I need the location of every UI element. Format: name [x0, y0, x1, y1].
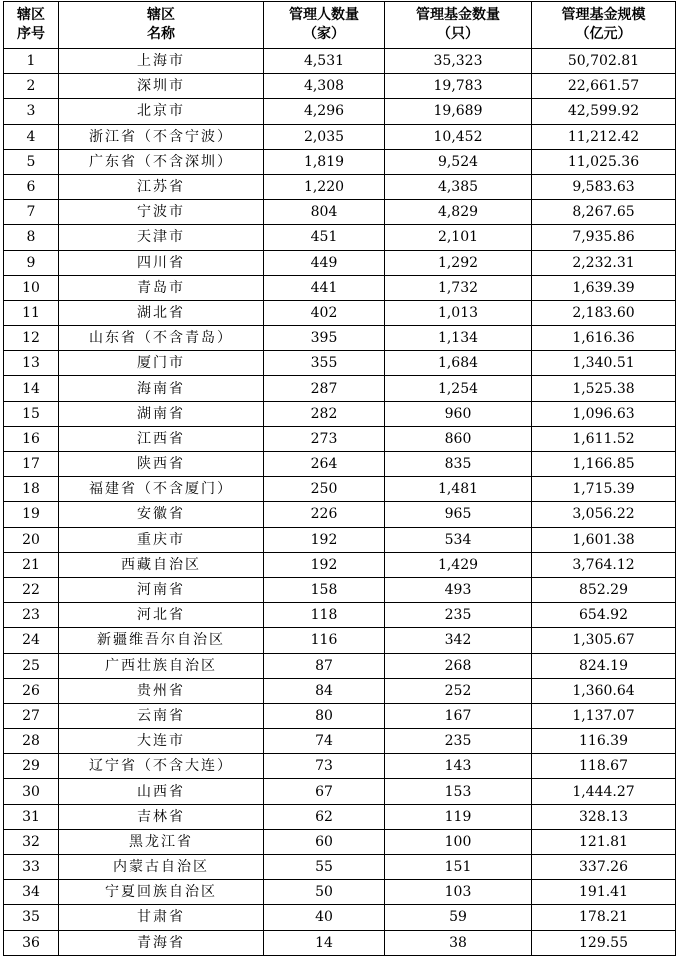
cell-region-name: 新疆维吾尔自治区: [59, 628, 264, 653]
cell-manager-count: 451: [264, 225, 385, 250]
table-row: [4, 300, 676, 325]
cell-region-no: 4: [4, 124, 59, 149]
cell-manager-count: 282: [264, 401, 385, 426]
cell-fund-scale: 824.19: [532, 653, 676, 678]
cell-region-name: 安徽省: [59, 502, 264, 527]
cell-region-no: 28: [4, 729, 59, 754]
cell-region-name: 重庆市: [59, 527, 264, 552]
table-row: [4, 225, 676, 250]
cell-fund-count: 235: [385, 729, 532, 754]
cell-fund-scale: 8,267.65: [532, 200, 676, 225]
cell-fund-count: 1,292: [385, 250, 532, 275]
header-region-no-line2: 序号: [17, 26, 45, 42]
cell-region-no: 15: [4, 401, 59, 426]
table-row: [4, 905, 676, 930]
cell-fund-count: 167: [385, 703, 532, 728]
cell-manager-count: 804: [264, 200, 385, 225]
cell-fund-count: 59: [385, 905, 532, 930]
table-row: [4, 930, 676, 955]
table-row: [4, 703, 676, 728]
table-body: [4, 49, 676, 956]
cell-region-no: 22: [4, 577, 59, 602]
cell-fund-count: 1,732: [385, 275, 532, 300]
cell-fund-count: 1,134: [385, 326, 532, 351]
cell-fund-count: 493: [385, 577, 532, 602]
cell-region-name: 贵州省: [59, 678, 264, 703]
cell-fund-scale: 118.67: [532, 754, 676, 779]
table-row: [4, 99, 676, 124]
table-row: [4, 678, 676, 703]
cell-manager-count: 40: [264, 905, 385, 930]
cell-region-no: 12: [4, 326, 59, 351]
cell-region-no: 29: [4, 754, 59, 779]
cell-manager-count: 226: [264, 502, 385, 527]
header-fund-count: [385, 2, 532, 49]
cell-fund-scale: 1,611.52: [532, 426, 676, 451]
cell-region-name: 大连市: [59, 729, 264, 754]
table-row: [4, 200, 676, 225]
cell-fund-scale: 1,360.64: [532, 678, 676, 703]
table-row: [4, 754, 676, 779]
cell-fund-scale: 50,702.81: [532, 49, 676, 74]
table-row: [4, 804, 676, 829]
cell-region-no: 10: [4, 275, 59, 300]
header-region-name: [59, 2, 264, 49]
cell-fund-scale: 2,232.31: [532, 250, 676, 275]
cell-manager-count: 273: [264, 426, 385, 451]
cell-manager-count: 158: [264, 577, 385, 602]
cell-manager-count: 192: [264, 552, 385, 577]
table-row: [4, 49, 676, 74]
table-row: [4, 401, 676, 426]
table-row: [4, 628, 676, 653]
cell-manager-count: 55: [264, 855, 385, 880]
cell-region-no: 16: [4, 426, 59, 451]
cell-region-no: 20: [4, 527, 59, 552]
cell-fund-count: 1,429: [385, 552, 532, 577]
header-row: [4, 2, 676, 49]
cell-fund-count: 268: [385, 653, 532, 678]
cell-fund-scale: 852.29: [532, 577, 676, 602]
cell-region-name: 河南省: [59, 577, 264, 602]
cell-region-no: 34: [4, 880, 59, 905]
table-row: [4, 603, 676, 628]
cell-region-no: 6: [4, 174, 59, 199]
cell-manager-count: 449: [264, 250, 385, 275]
cell-region-no: 21: [4, 552, 59, 577]
cell-manager-count: 2,035: [264, 124, 385, 149]
cell-fund-scale: 337.26: [532, 855, 676, 880]
cell-region-name: 深圳市: [59, 74, 264, 99]
cell-fund-scale: 121.81: [532, 829, 676, 854]
cell-fund-scale: 1,096.63: [532, 401, 676, 426]
cell-manager-count: 14: [264, 930, 385, 955]
cell-region-no: 14: [4, 376, 59, 401]
cell-fund-scale: 1,137.07: [532, 703, 676, 728]
cell-fund-scale: 328.13: [532, 804, 676, 829]
cell-fund-count: 119: [385, 804, 532, 829]
cell-fund-count: 100: [385, 829, 532, 854]
cell-region-no: 33: [4, 855, 59, 880]
cell-fund-scale: 3,764.12: [532, 552, 676, 577]
cell-fund-scale: 11,212.42: [532, 124, 676, 149]
table-row: [4, 149, 676, 174]
cell-manager-count: 4,531: [264, 49, 385, 74]
cell-fund-count: 342: [385, 628, 532, 653]
cell-manager-count: 84: [264, 678, 385, 703]
cell-region-name: 江苏省: [59, 174, 264, 199]
cell-manager-count: 74: [264, 729, 385, 754]
cell-fund-scale: 654.92: [532, 603, 676, 628]
cell-region-name: 辽宁省（不含大连）: [59, 754, 264, 779]
cell-fund-count: 35,323: [385, 49, 532, 74]
cell-region-no: 7: [4, 200, 59, 225]
cell-region-no: 11: [4, 300, 59, 325]
cell-region-name: 宁夏回族自治区: [59, 880, 264, 905]
cell-fund-count: 143: [385, 754, 532, 779]
header-manager-count-line2: （家）: [303, 26, 345, 42]
table-row: [4, 527, 676, 552]
fund-manager-table: [3, 1, 676, 956]
cell-region-name: 浙江省（不含宁波）: [59, 124, 264, 149]
cell-region-no: 35: [4, 905, 59, 930]
cell-region-name: 山西省: [59, 779, 264, 804]
cell-manager-count: 192: [264, 527, 385, 552]
cell-fund-count: 2,101: [385, 225, 532, 250]
cell-fund-scale: 3,056.22: [532, 502, 676, 527]
cell-manager-count: 87: [264, 653, 385, 678]
cell-fund-count: 860: [385, 426, 532, 451]
table-row: [4, 577, 676, 602]
cell-region-no: 32: [4, 829, 59, 854]
cell-region-name: 河北省: [59, 603, 264, 628]
cell-region-name: 湖北省: [59, 300, 264, 325]
cell-manager-count: 441: [264, 275, 385, 300]
cell-manager-count: 73: [264, 754, 385, 779]
table-row: [4, 477, 676, 502]
cell-region-no: 30: [4, 779, 59, 804]
cell-region-name: 黑龙江省: [59, 829, 264, 854]
table-row: [4, 326, 676, 351]
cell-region-name: 云南省: [59, 703, 264, 728]
table-row: [4, 124, 676, 149]
cell-region-no: 23: [4, 603, 59, 628]
cell-fund-scale: 11,025.36: [532, 149, 676, 174]
table-row: [4, 74, 676, 99]
cell-region-no: 26: [4, 678, 59, 703]
header-fund-scale-line1: 管理基金规模: [561, 7, 646, 23]
cell-region-no: 36: [4, 930, 59, 955]
cell-manager-count: 402: [264, 300, 385, 325]
cell-region-name: 厦门市: [59, 351, 264, 376]
cell-region-no: 17: [4, 452, 59, 477]
cell-region-name: 山东省（不含青岛）: [59, 326, 264, 351]
cell-region-name: 广东省（不含深圳）: [59, 149, 264, 174]
cell-region-no: 2: [4, 74, 59, 99]
header-manager-count-line1: 管理人数量: [289, 7, 359, 23]
cell-fund-scale: 1,639.39: [532, 275, 676, 300]
cell-region-no: 8: [4, 225, 59, 250]
cell-region-no: 25: [4, 653, 59, 678]
cell-region-name: 吉林省: [59, 804, 264, 829]
cell-manager-count: 67: [264, 779, 385, 804]
header-region-no-line1: 辖区: [17, 7, 45, 23]
header-region-name-line2: 名称: [147, 26, 175, 42]
cell-manager-count: 250: [264, 477, 385, 502]
cell-fund-scale: 116.39: [532, 729, 676, 754]
cell-region-name: 四川省: [59, 250, 264, 275]
cell-fund-scale: 1,305.67: [532, 628, 676, 653]
cell-manager-count: 62: [264, 804, 385, 829]
cell-fund-count: 1,684: [385, 351, 532, 376]
cell-region-no: 3: [4, 99, 59, 124]
cell-manager-count: 60: [264, 829, 385, 854]
cell-fund-scale: 1,340.51: [532, 351, 676, 376]
table-row: [4, 779, 676, 804]
cell-fund-count: 4,829: [385, 200, 532, 225]
cell-fund-count: 9,524: [385, 149, 532, 174]
cell-fund-scale: 1,166.85: [532, 452, 676, 477]
header-region-name-line1: 辖区: [147, 7, 175, 23]
cell-fund-scale: 1,715.39: [532, 477, 676, 502]
table-row: [4, 855, 676, 880]
cell-fund-count: 38: [385, 930, 532, 955]
cell-region-name: 福建省（不含厦门）: [59, 477, 264, 502]
cell-fund-count: 10,452: [385, 124, 532, 149]
cell-region-name: 海南省: [59, 376, 264, 401]
cell-region-no: 13: [4, 351, 59, 376]
cell-region-no: 18: [4, 477, 59, 502]
cell-manager-count: 118: [264, 603, 385, 628]
cell-fund-count: 252: [385, 678, 532, 703]
cell-fund-count: 235: [385, 603, 532, 628]
cell-fund-count: 4,385: [385, 174, 532, 199]
cell-fund-scale: 1,616.36: [532, 326, 676, 351]
cell-manager-count: 50: [264, 880, 385, 905]
cell-fund-count: 1,254: [385, 376, 532, 401]
cell-manager-count: 116: [264, 628, 385, 653]
cell-region-no: 24: [4, 628, 59, 653]
cell-region-name: 上海市: [59, 49, 264, 74]
cell-manager-count: 355: [264, 351, 385, 376]
table-row: [4, 275, 676, 300]
cell-fund-count: 1,013: [385, 300, 532, 325]
cell-manager-count: 287: [264, 376, 385, 401]
cell-fund-scale: 1,525.38: [532, 376, 676, 401]
cell-region-no: 31: [4, 804, 59, 829]
cell-manager-count: 4,308: [264, 74, 385, 99]
cell-fund-scale: 129.55: [532, 930, 676, 955]
header-region-no: [4, 2, 59, 49]
cell-fund-count: 19,689: [385, 99, 532, 124]
cell-fund-scale: 42,599.92: [532, 99, 676, 124]
cell-manager-count: 264: [264, 452, 385, 477]
cell-fund-scale: 22,661.57: [532, 74, 676, 99]
table-row: [4, 880, 676, 905]
cell-region-no: 1: [4, 49, 59, 74]
table-row: [4, 452, 676, 477]
cell-fund-count: 835: [385, 452, 532, 477]
header-fund-count-line1: 管理基金数量: [416, 7, 500, 23]
cell-fund-scale: 1,601.38: [532, 527, 676, 552]
cell-region-name: 甘肃省: [59, 905, 264, 930]
cell-manager-count: 4,296: [264, 99, 385, 124]
cell-fund-count: 103: [385, 880, 532, 905]
header-fund-count-line2: （只）: [437, 26, 479, 42]
cell-region-name: 天津市: [59, 225, 264, 250]
cell-fund-count: 1,481: [385, 477, 532, 502]
cell-region-name: 青岛市: [59, 275, 264, 300]
cell-fund-count: 19,783: [385, 74, 532, 99]
table-row: [4, 174, 676, 199]
cell-region-no: 27: [4, 703, 59, 728]
cell-region-name: 湖南省: [59, 401, 264, 426]
cell-manager-count: 1,819: [264, 149, 385, 174]
cell-manager-count: 395: [264, 326, 385, 351]
cell-region-name: 北京市: [59, 99, 264, 124]
cell-fund-count: 153: [385, 779, 532, 804]
table-header: [4, 2, 676, 49]
cell-region-name: 宁波市: [59, 200, 264, 225]
cell-region-name: 广西壮族自治区: [59, 653, 264, 678]
table-row: [4, 729, 676, 754]
cell-fund-scale: 1,444.27: [532, 779, 676, 804]
table-row: [4, 426, 676, 451]
cell-manager-count: 80: [264, 703, 385, 728]
cell-region-no: 9: [4, 250, 59, 275]
table-row: [4, 829, 676, 854]
cell-fund-scale: 178.21: [532, 905, 676, 930]
cell-region-name: 陕西省: [59, 452, 264, 477]
cell-region-no: 5: [4, 149, 59, 174]
cell-fund-count: 534: [385, 527, 532, 552]
table-row: [4, 552, 676, 577]
cell-fund-scale: 9,583.63: [532, 174, 676, 199]
cell-region-no: 19: [4, 502, 59, 527]
cell-manager-count: 1,220: [264, 174, 385, 199]
table-row: [4, 653, 676, 678]
table-row: [4, 250, 676, 275]
header-fund-scale: [532, 2, 676, 49]
cell-fund-count: 960: [385, 401, 532, 426]
cell-fund-scale: 191.41: [532, 880, 676, 905]
cell-fund-count: 965: [385, 502, 532, 527]
table-row: [4, 351, 676, 376]
cell-region-name: 青海省: [59, 930, 264, 955]
cell-fund-count: 151: [385, 855, 532, 880]
table-row: [4, 502, 676, 527]
cell-fund-scale: 2,183.60: [532, 300, 676, 325]
header-fund-scale-line2: （亿元）: [575, 26, 632, 42]
cell-region-name: 内蒙古自治区: [59, 855, 264, 880]
header-manager-count: [264, 2, 385, 49]
table-row: [4, 376, 676, 401]
cell-region-name: 江西省: [59, 426, 264, 451]
cell-fund-scale: 7,935.86: [532, 225, 676, 250]
cell-region-name: 西藏自治区: [59, 552, 264, 577]
